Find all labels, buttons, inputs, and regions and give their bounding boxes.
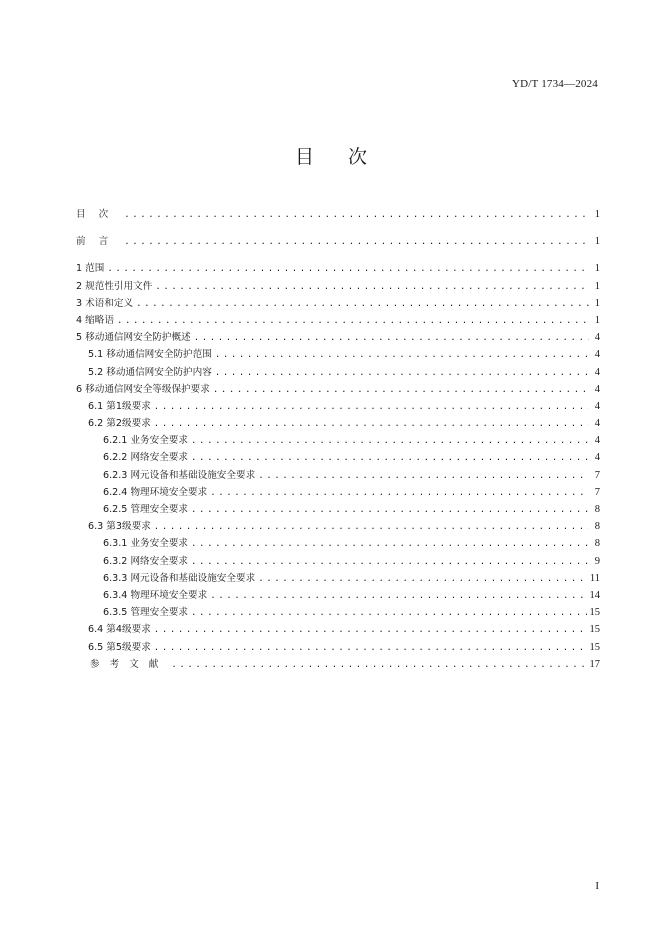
table-of-contents bbox=[76, 206, 600, 673]
page-title: 目次 bbox=[294, 146, 401, 168]
toc-entry-label: 6.4 第4级要求 bbox=[88, 624, 151, 636]
toc-entry-page: 7 bbox=[594, 469, 600, 481]
toc-entry-page: 1 bbox=[594, 236, 600, 248]
toc-entry-contents[interactable] bbox=[76, 206, 600, 223]
toc-entry-label: 6.2.5 管理安全要求 bbox=[103, 504, 189, 515]
toc-leader-dots bbox=[136, 296, 589, 313]
toc-entry-section-6-5[interactable] bbox=[76, 639, 600, 656]
toc-entry-page: 4 bbox=[594, 366, 600, 378]
toc-entry-section-6[interactable] bbox=[76, 381, 600, 398]
toc-leader-dots bbox=[124, 234, 589, 251]
toc-leader-dots bbox=[213, 382, 589, 399]
toc-entry-section-6-2-5[interactable] bbox=[76, 501, 600, 518]
document-code: YD/T 1734—2024 bbox=[511, 78, 598, 90]
toc-entry-page: 4 bbox=[594, 435, 600, 447]
toc-entry-label: 6 移动通信网安全等级保护要求 bbox=[76, 383, 210, 395]
toc-entry-section-4[interactable] bbox=[76, 312, 600, 329]
toc-entry-bibliography[interactable] bbox=[76, 656, 600, 673]
toc-leader-dots bbox=[107, 261, 589, 278]
toc-entry-label: 6.1 第1级要求 bbox=[88, 400, 151, 412]
toc-entry-section-2[interactable] bbox=[76, 278, 600, 295]
toc-entry-page: 4 bbox=[594, 332, 600, 344]
toc-entry-page: 1 bbox=[594, 263, 600, 275]
toc-leader-dots bbox=[191, 433, 589, 450]
toc-entry-page: 14 bbox=[589, 589, 600, 601]
toc-entry-foreword[interactable] bbox=[76, 233, 600, 250]
toc-entry-page: 4 bbox=[594, 418, 600, 430]
toc-leader-dots bbox=[154, 640, 587, 657]
toc-entry-section-6-2-2[interactable] bbox=[76, 449, 600, 466]
toc-entry-section-6-3-1[interactable] bbox=[76, 535, 600, 552]
toc-entry-section-6-3-2[interactable] bbox=[76, 553, 600, 570]
toc-leader-dots bbox=[154, 399, 589, 416]
toc-entry-label: 6.2 第2级要求 bbox=[88, 418, 151, 430]
toc-entry-page: 7 bbox=[594, 486, 600, 498]
toc-entry-page: 1 bbox=[594, 280, 600, 292]
toc-entry-label: 6.3.4 物理环境安全要求 bbox=[103, 589, 208, 601]
toc-entry-page: 11 bbox=[589, 572, 600, 584]
toc-entry-section-1[interactable] bbox=[76, 260, 600, 277]
toc-entry-label: 6.2.1 业务安全要求 bbox=[103, 435, 189, 447]
toc-leader-dots bbox=[215, 347, 589, 364]
toc-leader-dots bbox=[191, 536, 589, 553]
toc-leader-dots bbox=[154, 519, 589, 536]
toc-entry-page: 15 bbox=[589, 624, 600, 636]
toc-leader-dots bbox=[191, 605, 586, 622]
toc-entry-page: 8 bbox=[594, 504, 600, 515]
toc-leader-dots bbox=[154, 416, 589, 433]
toc-entry-page: 4 bbox=[594, 383, 600, 395]
toc-entry-page: 1 bbox=[594, 209, 600, 220]
toc-leader-dots bbox=[191, 554, 589, 571]
toc-entry-page: 15 bbox=[589, 607, 600, 619]
toc-entry-page: 17 bbox=[589, 658, 600, 670]
toc-entry-label: 6.3.3 网元设备和基础设施安全要求 bbox=[103, 572, 256, 584]
toc-entry-section-6-3-5[interactable] bbox=[76, 604, 600, 621]
toc-entry-label: 5.1 移动通信网安全防护范围 bbox=[88, 349, 212, 361]
toc-entry-page: 4 bbox=[594, 400, 600, 412]
toc-leader-dots bbox=[210, 588, 586, 605]
toc-entry-label: 5 移动通信网安全防护概述 bbox=[76, 332, 191, 344]
toc-entry-section-5-2[interactable] bbox=[76, 364, 600, 381]
toc-entry-section-6-3-3[interactable] bbox=[76, 570, 600, 587]
toc-entry-label: 6.2.3 网元设备和基础设施安全要求 bbox=[103, 469, 256, 481]
toc-entry-section-6-4[interactable] bbox=[76, 621, 600, 638]
toc-leader-dots bbox=[194, 330, 589, 347]
toc-entry-label: 6.3.5 管理安全要求 bbox=[103, 607, 189, 619]
toc-leader-dots bbox=[171, 657, 586, 674]
toc-entry-page: 1 bbox=[594, 297, 600, 309]
toc-entry-page: 4 bbox=[594, 349, 600, 361]
toc-entry-label: 5.2 移动通信网安全防护内容 bbox=[88, 366, 212, 378]
toc-entry-section-5-1[interactable] bbox=[76, 346, 600, 363]
toc-entry-page: 8 bbox=[594, 521, 600, 533]
toc-entry-page: 9 bbox=[594, 555, 600, 567]
toc-leader-dots bbox=[154, 622, 587, 639]
toc-leader-dots bbox=[155, 279, 589, 296]
toc-leader-dots bbox=[215, 365, 589, 382]
toc-leader-dots bbox=[117, 313, 589, 330]
toc-entry-label: 前言 bbox=[76, 236, 122, 248]
toc-leader-dots bbox=[191, 450, 589, 467]
toc-entry-page: 1 bbox=[594, 314, 600, 326]
toc-leader-dots bbox=[258, 571, 587, 588]
toc-leader-dots bbox=[191, 502, 589, 519]
toc-entry-label: 参考文献 bbox=[90, 658, 169, 670]
toc-entry-page: 8 bbox=[594, 538, 600, 550]
toc-entry-section-6-3[interactable] bbox=[76, 518, 600, 535]
toc-entry-label: 6.3.2 网络安全要求 bbox=[103, 555, 189, 567]
toc-entry-section-3[interactable] bbox=[76, 295, 600, 312]
page-number: I bbox=[595, 880, 599, 892]
toc-entry-page: 15 bbox=[589, 641, 600, 653]
toc-entry-label: 3 术语和定义 bbox=[76, 297, 134, 309]
toc-entry-section-6-2-3[interactable] bbox=[76, 467, 600, 484]
toc-entry-section-5[interactable] bbox=[76, 329, 600, 346]
toc-leader-dots bbox=[124, 207, 589, 224]
toc-entry-page: 4 bbox=[594, 452, 600, 464]
toc-entry-section-6-2-1[interactable] bbox=[76, 432, 600, 449]
toc-entry-label: 6.2.2 网络安全要求 bbox=[103, 452, 189, 464]
toc-entry-label: 6.2.4 物理环境安全要求 bbox=[103, 486, 208, 498]
toc-entry-label: 6.5 第5级要求 bbox=[88, 641, 151, 653]
toc-entry-label: 4 缩略语 bbox=[76, 314, 114, 326]
toc-entry-label: 2 规范性引用文件 bbox=[76, 280, 153, 292]
toc-entry-label: 1 范围 bbox=[76, 263, 105, 275]
toc-entry-section-6-3-4[interactable] bbox=[76, 587, 600, 604]
toc-entry-label: 6.3 第3级要求 bbox=[88, 521, 151, 533]
toc-entry-label: 6.3.1 业务安全要求 bbox=[103, 538, 189, 550]
toc-entry-section-6-2[interactable] bbox=[76, 415, 600, 432]
toc-entry-label: 目次 bbox=[76, 209, 122, 220]
toc-leader-dots bbox=[210, 485, 589, 502]
toc-entry-section-6-1[interactable] bbox=[76, 398, 600, 415]
toc-leader-dots bbox=[258, 468, 589, 485]
toc-entry-section-6-2-4[interactable] bbox=[76, 484, 600, 501]
